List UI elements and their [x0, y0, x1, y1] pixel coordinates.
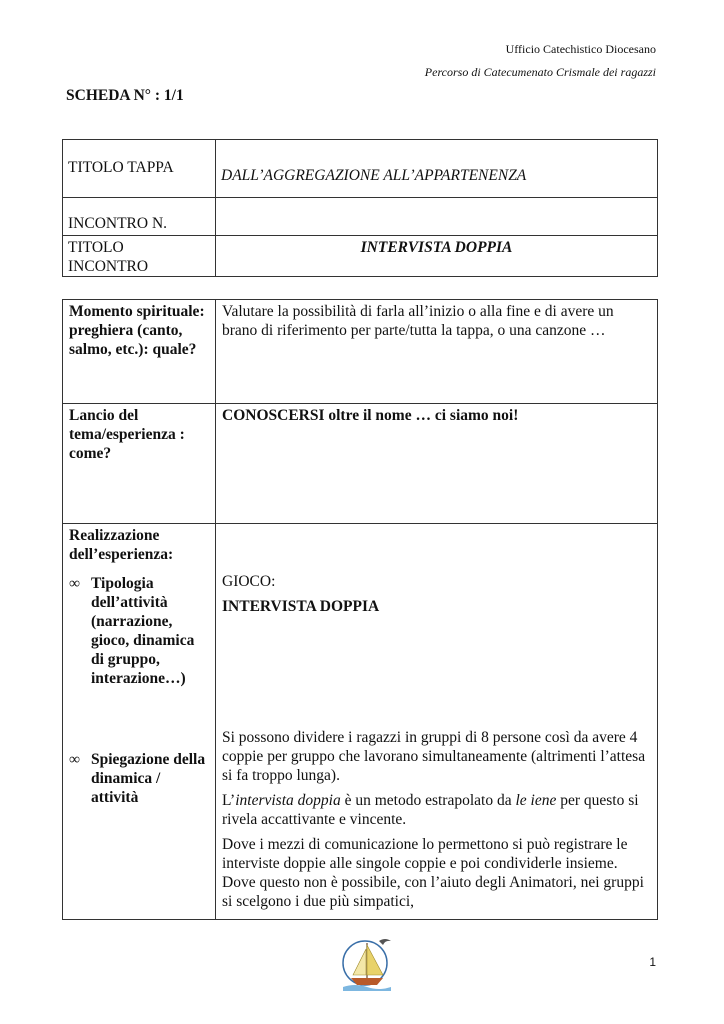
incontro-label: INCONTRO N. [63, 198, 216, 236]
gioco-label: GIOCO: [222, 573, 276, 590]
realizzazione-label: Realizzazione dell’esperienza: [69, 527, 174, 563]
momento-label: Momento spirituale: preghiera (canto, salmo, etc.): quale? [63, 300, 216, 404]
titolo-incontro-value: INTERVISTA DOPPIA [216, 236, 658, 277]
lancio-value: CONOSCERSI oltre il nome … ci siamo noi! [216, 404, 658, 524]
titolo-tappa-label: TITOLO TAPPA [63, 140, 216, 198]
sailboat-logo [339, 935, 395, 993]
paragraph-3: Dove i mezzi di comunicazione lo permettono si può registrare le interviste doppie alle singole coppie e poi condividerle insieme. Dove questo non è possibile, con l’aiuto degli Animatori, nei gruppi si scelgono i due più simpatici, [222, 836, 644, 910]
info-table [62, 139, 658, 277]
page-number: 1 [649, 955, 656, 969]
spiegazione-item [69, 750, 209, 807]
scheda-number: SCHEDA N° : 1/1 [66, 87, 184, 104]
tipologia-label: Tipologia dell’attività (narrazione, gioco, dinamica di gruppo, interazione…) [91, 575, 195, 687]
paragraph-2: L’intervista doppia è un metodo estrapolato da le iene per questo si rivela accattivante e vincente. [222, 792, 639, 828]
realizzazione-cell [63, 524, 216, 920]
titolo-incontro-label: TITOLO INCONTRO [63, 236, 216, 277]
header-course: Percorso di Catecumenato Crismale dei ragazzi [424, 65, 656, 79]
titolo-tappa-value: DALL’AGGREGAZIONE ALL’APPARTENENZA [216, 140, 658, 198]
infinity-bullet-icon: ∞ [69, 751, 81, 768]
header-office: Ufficio Catechistico Diocesano [505, 42, 656, 56]
activity-table [62, 299, 658, 920]
incontro-value [216, 198, 658, 236]
infinity-bullet-icon: ∞ [69, 575, 81, 592]
paragraph-1: Si possono dividere i ragazzi in gruppi di 8 persone così da avere 4 coppie per gruppo che lavorano simultaneamente (altrimenti l’attesa si fa troppo lunga). [222, 729, 646, 784]
lancio-label: Lancio del tema/esperienza : come? [63, 404, 216, 524]
realizzazione-content [216, 524, 658, 920]
momento-value: Valutare la possibilità di farla all’inizio o alla fine e di avere un brano di riferimento per parte/tutta la tappa, o una canzone … [216, 300, 658, 404]
spiegazione-label: Spiegazione della dinamica / attività [91, 751, 206, 806]
gioco-title: INTERVISTA DOPPIA [222, 598, 380, 615]
tipologia-item [69, 574, 209, 688]
